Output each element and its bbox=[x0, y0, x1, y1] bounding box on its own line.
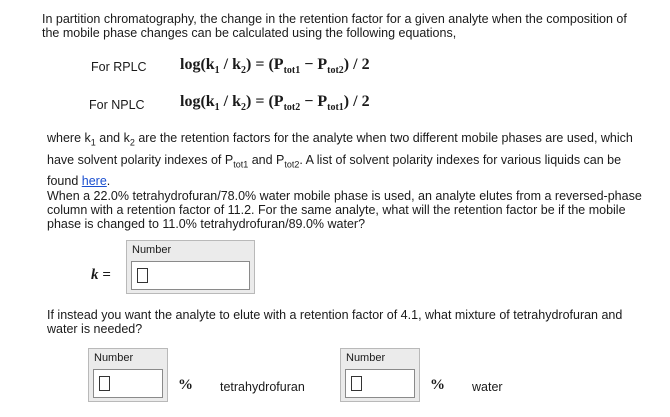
rplc-mid: ) = (P bbox=[246, 56, 284, 73]
thf-percent-input[interactable] bbox=[93, 369, 163, 398]
nplc-p1: tot2 bbox=[283, 102, 301, 114]
rplc-lhs: log(k bbox=[180, 56, 215, 73]
question-2-text: If instead you want the analyte to elute with a retention factor of 4.1, what mixture of tetrahydrofuran and water is needed? bbox=[47, 308, 623, 336]
water-percent-input[interactable] bbox=[345, 369, 415, 398]
answer-1-box bbox=[126, 240, 255, 294]
where-b: and k bbox=[95, 131, 130, 145]
thf-percent-unit: % bbox=[178, 377, 193, 393]
rplc-p2: tot2 bbox=[327, 65, 344, 77]
rplc-slash: / k bbox=[219, 56, 242, 73]
water-label: water bbox=[472, 380, 503, 394]
where-c: are the retention factors for the analyte when two different mobile phases are used, which have solvent polarity indexes of P bbox=[47, 131, 633, 167]
water-percent-unit: % bbox=[430, 377, 445, 393]
where-e: . A list of solvent polarity indexes for various liquids can be found bbox=[47, 152, 622, 188]
rplc-p1: tot1 bbox=[283, 65, 301, 77]
rplc-label: For RPLC bbox=[91, 60, 147, 74]
where-text bbox=[47, 130, 637, 190]
nplc-equation bbox=[180, 93, 370, 113]
nplc-sub1: 1 bbox=[214, 102, 220, 114]
rplc-equation bbox=[180, 56, 370, 76]
thf-box-label: Number bbox=[94, 352, 134, 364]
answer-1-box-label: Number bbox=[132, 244, 172, 256]
nplc-mid: ) = (P bbox=[246, 93, 284, 110]
where-p1: tot1 bbox=[233, 159, 249, 169]
thf-cursor bbox=[99, 376, 110, 391]
nplc-lhs: log(k bbox=[180, 93, 215, 110]
where-p2: tot2 bbox=[284, 159, 300, 169]
water-box-label: Number bbox=[346, 352, 386, 364]
thf-label: tetrahydrofuran bbox=[220, 380, 305, 394]
k-answer-input[interactable] bbox=[131, 261, 250, 290]
rplc-sub2: 2 bbox=[241, 65, 247, 77]
nplc-p2: tot1 bbox=[327, 102, 344, 114]
thf-answer-box bbox=[88, 348, 168, 402]
intro-text: In partition chromatography, the change in the retention factor for a given analyte when the composition of the mobile phase changes can be calculated using the following equations, bbox=[42, 12, 627, 40]
water-cursor bbox=[351, 376, 362, 391]
water-answer-box bbox=[340, 348, 420, 402]
nplc-sub2: 2 bbox=[241, 102, 247, 114]
rplc-sub1: 1 bbox=[214, 65, 220, 77]
nplc-minus: − P bbox=[300, 93, 328, 110]
where-f: . bbox=[106, 174, 111, 188]
where-s2: 2 bbox=[129, 137, 135, 148]
where-a: where k bbox=[47, 131, 91, 145]
nplc-end: ) / 2 bbox=[343, 93, 370, 110]
nplc-slash: / k bbox=[219, 93, 242, 110]
k-variable-label: k = bbox=[91, 267, 111, 283]
polarity-list-link[interactable]: here bbox=[81, 174, 107, 188]
rplc-minus: − P bbox=[300, 56, 328, 73]
where-s1: 1 bbox=[90, 137, 96, 148]
nplc-label: For NPLC bbox=[89, 98, 145, 112]
where-d: and P bbox=[248, 152, 285, 167]
k-answer-cursor bbox=[137, 268, 148, 283]
question-1-text: When a 22.0% tetrahydrofuran/78.0% water mobile phase is used, an analyte elutes from a reversed-phase column with a retention factor of 11.2. For the same analyte, what will the retention factor be if the mobile phase is changed to 11.0% tetrahydrofuran/89.0% water? bbox=[47, 189, 642, 231]
rplc-end: ) / 2 bbox=[343, 56, 370, 73]
